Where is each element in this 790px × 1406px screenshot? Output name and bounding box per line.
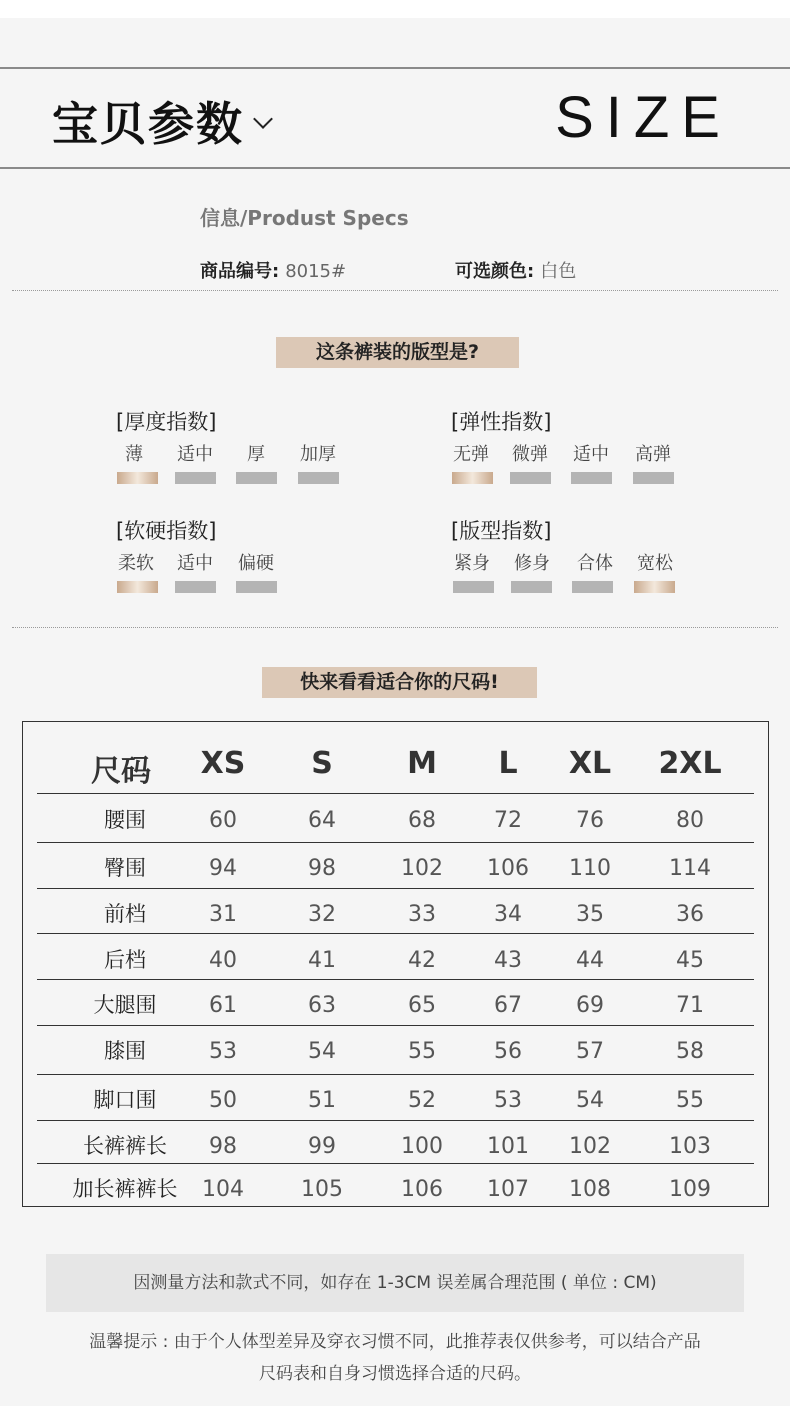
table-cell: 55 — [408, 1039, 436, 1064]
index-marker — [236, 472, 277, 484]
table-rule — [37, 793, 754, 794]
index-title: [软硬指数] — [116, 519, 217, 543]
index-option: 微弹 — [512, 444, 548, 465]
table-cell: 114 — [669, 856, 711, 881]
index-marker-selected — [634, 581, 675, 593]
table-cell: 67 — [494, 993, 522, 1018]
table-cell: 102 — [401, 856, 443, 881]
item-number-label: 商品编号: — [200, 261, 280, 282]
table-cell: 104 — [202, 1177, 244, 1202]
top-strip — [0, 0, 790, 18]
table-cell: 44 — [576, 948, 604, 973]
index-marker — [572, 581, 613, 593]
size-header: M — [407, 746, 437, 781]
table-cell: 45 — [676, 948, 704, 973]
table-cell: 43 — [494, 948, 522, 973]
index-option: 紧身 — [454, 553, 490, 574]
table-cell: 107 — [487, 1177, 529, 1202]
index-marker — [175, 472, 216, 484]
table-cell: 54 — [308, 1039, 336, 1064]
index-title: [弹性指数] — [451, 410, 552, 434]
index-option: 适中 — [573, 444, 609, 465]
size-header: S — [311, 746, 333, 781]
size-table — [22, 721, 769, 1207]
table-cell: 35 — [576, 902, 604, 927]
table-row-label: 脚口围 — [93, 1088, 157, 1112]
index-marker — [236, 581, 277, 593]
table-cell: 56 — [494, 1039, 522, 1064]
size-banner: 快来看看适合你的尺码! — [262, 667, 537, 698]
table-cell: 58 — [676, 1039, 704, 1064]
table-row-label: 腰围 — [104, 808, 146, 832]
table-cell: 55 — [676, 1088, 704, 1113]
divider — [12, 627, 778, 628]
index-option: 适中 — [177, 444, 213, 465]
table-cell: 60 — [209, 808, 237, 833]
table-cell: 34 — [494, 902, 522, 927]
table-cell: 53 — [494, 1088, 522, 1113]
table-cell: 98 — [308, 856, 336, 881]
index-option: 薄 — [125, 444, 143, 465]
table-cell: 64 — [308, 808, 336, 833]
index-title: [版型指数] — [451, 519, 552, 543]
table-cell: 61 — [209, 993, 237, 1018]
table-cell: 40 — [209, 948, 237, 973]
table-row-label: 后档 — [104, 948, 146, 972]
table-cell: 110 — [569, 856, 611, 881]
table-cell: 65 — [408, 993, 436, 1018]
index-option: 高弹 — [635, 444, 671, 465]
table-cell: 68 — [408, 808, 436, 833]
table-rule — [37, 1163, 754, 1164]
tip-line-1: 温馨提示 : 由于个人体型差异及穿衣习惯不同，此推荐表仅供参考，可以结合产品 — [89, 1332, 701, 1352]
size-header: XS — [200, 746, 246, 781]
table-cell: 109 — [669, 1177, 711, 1202]
index-option: 合体 — [577, 553, 613, 574]
table-cell: 32 — [308, 902, 336, 927]
table-row-label: 膝围 — [104, 1039, 146, 1063]
index-marker — [633, 472, 674, 484]
table-cell: 63 — [308, 993, 336, 1018]
table-rule — [37, 1025, 754, 1026]
table-cell: 52 — [408, 1088, 436, 1113]
table-row-label: 前档 — [104, 902, 146, 926]
page-title: 宝贝参数 — [52, 97, 244, 151]
table-rule — [37, 888, 754, 889]
index-marker-selected — [117, 581, 158, 593]
color-label: 可选颜色: — [455, 261, 535, 282]
index-marker — [511, 581, 552, 593]
index-marker — [571, 472, 612, 484]
index-marker — [298, 472, 339, 484]
table-cell: 106 — [487, 856, 529, 881]
item-number-value: 8015# — [285, 261, 347, 282]
size-header: L — [498, 746, 518, 781]
table-cell: 94 — [209, 856, 237, 881]
table-cell: 69 — [576, 993, 604, 1018]
index-marker-selected — [117, 472, 158, 484]
table-cell: 76 — [576, 808, 604, 833]
index-option: 宽松 — [637, 553, 673, 574]
table-cell: 53 — [209, 1039, 237, 1064]
table-row-label: 长裤裤长 — [83, 1134, 167, 1158]
measure-note: 因测量方法和款式不同，如存在 1-3CM 误差属合理范围 ( 单位 : CM) — [46, 1254, 744, 1312]
index-marker — [175, 581, 216, 593]
chevron-down-icon[interactable] — [253, 109, 273, 129]
table-rule — [37, 842, 754, 843]
index-option: 适中 — [177, 553, 213, 574]
table-cell: 106 — [401, 1177, 443, 1202]
table-cell: 102 — [569, 1134, 611, 1159]
table-cell: 103 — [669, 1134, 711, 1159]
table-rule — [37, 1120, 754, 1121]
table-row-label: 臀围 — [104, 856, 146, 880]
table-cell: 80 — [676, 808, 704, 833]
index-option: 厚 — [247, 444, 265, 465]
item-number — [200, 257, 346, 283]
table-rule — [37, 979, 754, 980]
table-cell: 72 — [494, 808, 522, 833]
size-title: SIZE — [555, 85, 732, 150]
table-cell: 36 — [676, 902, 704, 927]
table-cell: 42 — [408, 948, 436, 973]
table-cell: 98 — [209, 1134, 237, 1159]
index-marker — [453, 581, 494, 593]
tip-line-2: 尺码表和自身习惯选择合适的尺码。 — [259, 1364, 531, 1384]
table-row-label: 加长裤裤长 — [72, 1177, 178, 1201]
index-marker-selected — [452, 472, 493, 484]
divider — [12, 290, 778, 291]
color-value: 白色 — [540, 261, 577, 282]
index-title: [厚度指数] — [116, 410, 217, 434]
color-option — [455, 257, 576, 283]
fit-banner: 这条裤装的版型是? — [276, 337, 519, 368]
header-bottom-rule — [0, 167, 790, 169]
table-cell: 31 — [209, 902, 237, 927]
table-cell: 108 — [569, 1177, 611, 1202]
table-cell: 54 — [576, 1088, 604, 1113]
table-cell: 51 — [308, 1088, 336, 1113]
size-header-label: 尺码 — [91, 754, 151, 789]
table-cell: 99 — [308, 1134, 336, 1159]
index-marker — [510, 472, 551, 484]
table-cell: 101 — [487, 1134, 529, 1159]
info-heading: 信息/Produst Specs — [200, 206, 409, 230]
size-header: 2XL — [658, 746, 722, 781]
table-cell: 100 — [401, 1134, 443, 1159]
table-row-label: 大腿围 — [93, 993, 157, 1017]
table-cell: 50 — [209, 1088, 237, 1113]
table-rule — [37, 1074, 754, 1075]
table-rule — [37, 933, 754, 934]
index-option: 加厚 — [300, 444, 336, 465]
table-cell: 71 — [676, 993, 704, 1018]
index-option: 修身 — [514, 553, 550, 574]
table-cell: 57 — [576, 1039, 604, 1064]
index-option: 柔软 — [118, 553, 154, 574]
index-option: 无弹 — [453, 444, 489, 465]
size-header: XL — [568, 746, 612, 781]
table-cell: 105 — [301, 1177, 343, 1202]
header-top-rule — [0, 67, 790, 69]
table-cell: 41 — [308, 948, 336, 973]
table-cell: 33 — [408, 902, 436, 927]
index-option: 偏硬 — [238, 553, 274, 574]
